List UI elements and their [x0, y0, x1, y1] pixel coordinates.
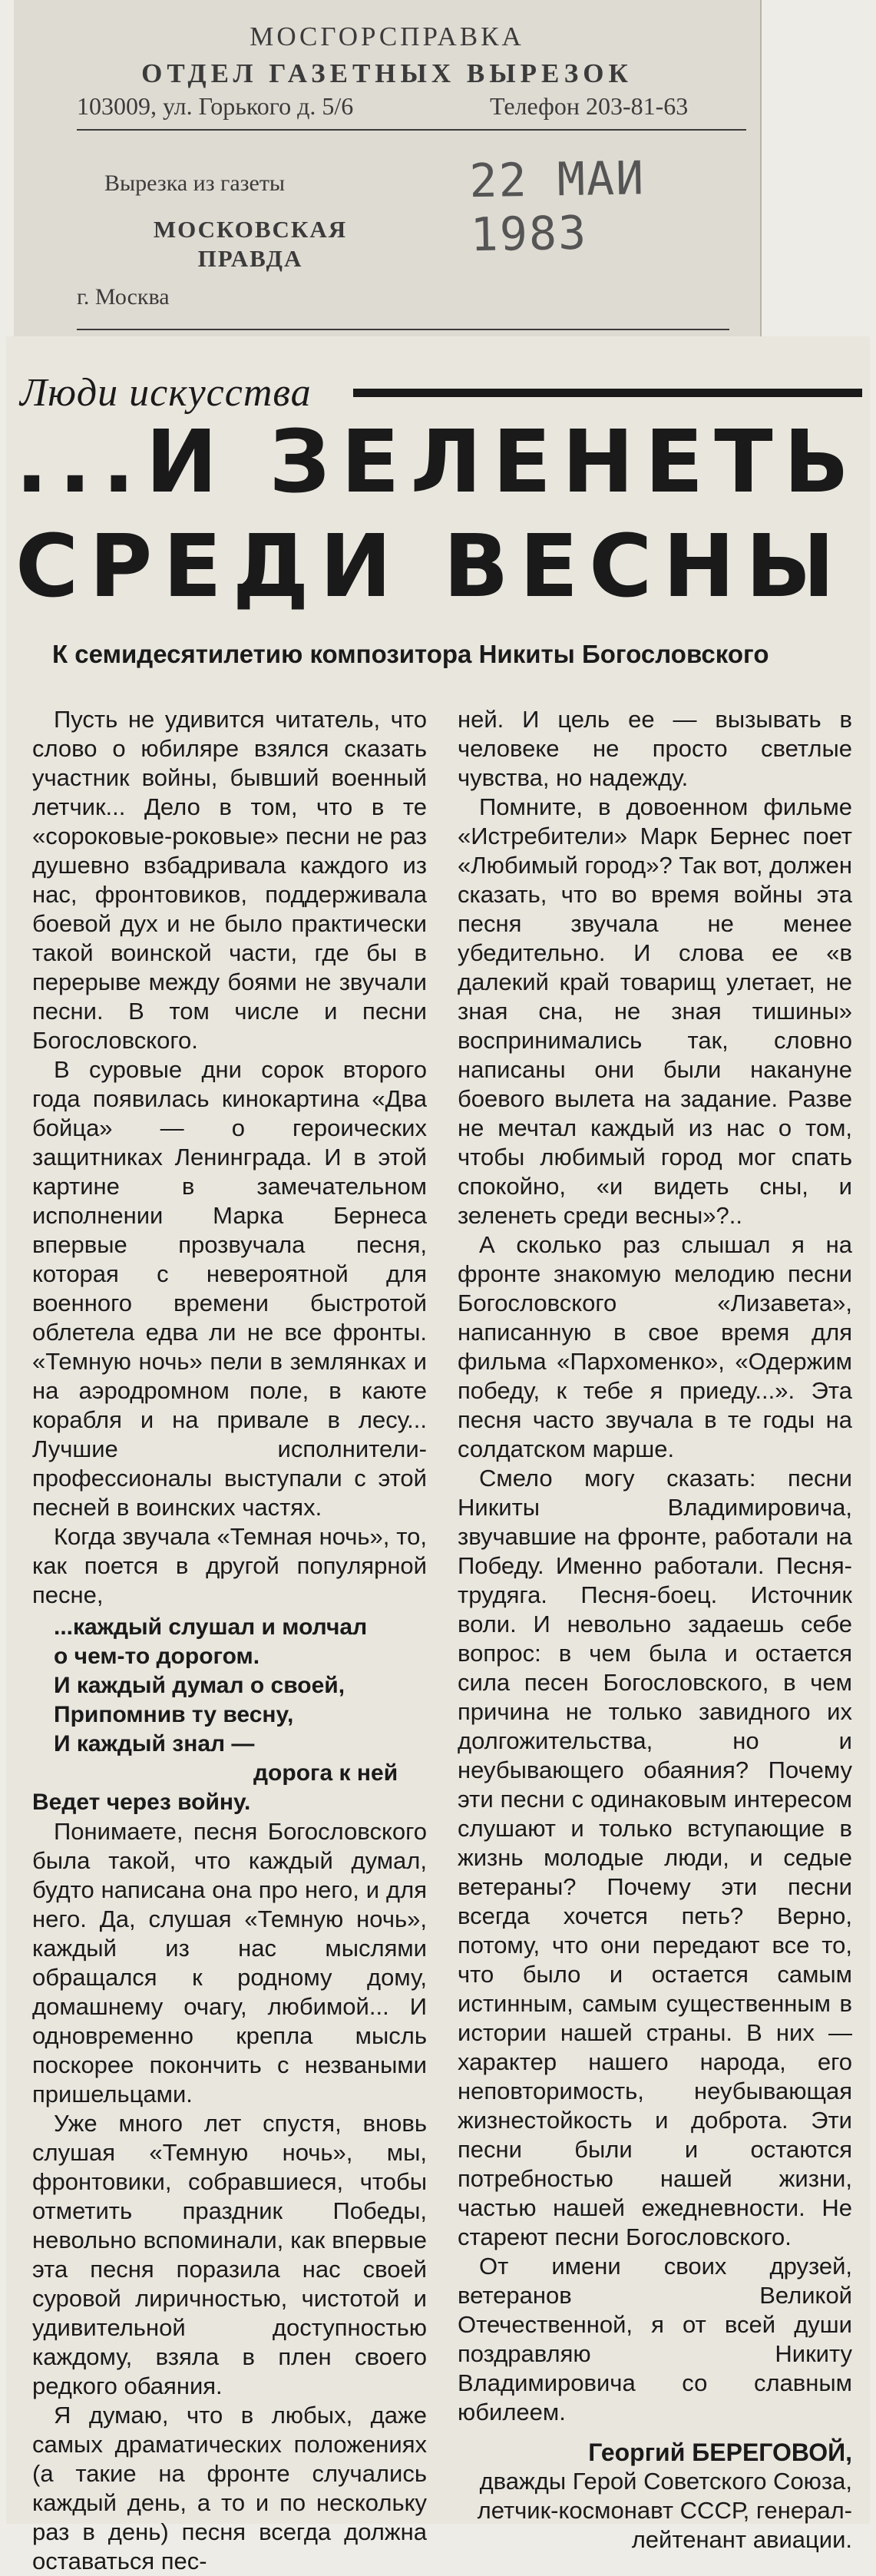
- subheadline: К семидесятилетию композитора Никиты Богословского: [52, 640, 769, 668]
- article-column-1: [32, 705, 427, 2576]
- paragraph: Когда звучала «Темная ночь», то, как поется в другой популярной песне,: [32, 1523, 427, 1608]
- paragraph: Пусть не удивится читатель, что слово о юбиляре взялся сказать участник войны, бывший военный летчик... Дело в том, что в те «сороковые-роковые» песни не раз душевно взбадривала каждого из нас, фронтовиков, поддерживала боевой дух и не было практически такой воинской части, где бы в перерыве между боями не звучали песни. В том числе и песни Богословского.: [32, 706, 427, 1054]
- article-column-2: [458, 705, 852, 2554]
- author-title: дважды Герой Советского Союза, летчик-космонавт СССР, генерал-лейтенант авиации.: [477, 2468, 852, 2553]
- stamp-cut-label: Вырезка из газеты: [104, 171, 286, 196]
- stamp-organization: МОСГОРСПРАВКА: [250, 22, 524, 51]
- paragraph: В суровые дни сорок второго года появилась кинокартина «Два бойца» — о героических защитниках Ленинграда. И в этой картине в замечательном исполнении Марка Бернеса впервые прозвучала песня, которая с невероятной для военного времени быстротой облетела едва ли не все фронты. «Темную ночь» пели в землянках и на аэродромном поле, в каюте корабля и на привале в лесу... Лучшие исполнители-профессионалы выступали с этой песней в воинских частях.: [32, 1056, 427, 1521]
- paragraph: Смело могу сказать: песни Никиты Владимировича, звучавшие на фронте, работали на Победу. Именно работали. Песня-трудяга. Песня-боец. Источник воли. И невольно задаешь себе вопрос: в чем была и остается сила песен Богословского, в чем причина не только завидного их долгожительства, но и неубывающего обаяния? Почему эти песни с одинаковым интересом слушают и только вступающие в жизнь молодые люди, и седые ветераны? Почему эти песни всегда хочется петь? Верно, потому, что они передают все то, что было и остается самым истинным, самым существенным в истории нашей страны. В них — характер нашего народа, его неповторимость, неубывающая жизнестойкость и доброта. Эти песни были и остаются потребностью нашей жизни, частью нашей ежедневности. Не стареют песни Богословского.: [458, 1465, 852, 2250]
- headline: [15, 410, 860, 619]
- poem-line: И каждый знал —: [54, 1731, 255, 1757]
- paragraph: Я думаю, что в любых, даже самых драматических положениях (а такие на фронте случались каждый день, а то и по нескольку раз в день) песня всегда должна оставаться пес-: [32, 2402, 427, 2574]
- headline-line-1: ...И ЗЕЛЕНЕТЬ: [15, 412, 860, 512]
- rubric-label: Люди искусства: [20, 371, 312, 415]
- poem-line: о чем-то дорогом.: [54, 1644, 260, 1669]
- stamp-address: 103009, ул. Горького д. 5/6: [77, 92, 354, 120]
- poem-line: И каждый думал о своей,: [54, 1673, 345, 1698]
- paragraph: Понимаете, песня Богословского была такой, что каждый думал, будто написана она про него, и для него. Да, слушая «Темную ночь», каждый из нас мыслями обращался к родному дому, домашнему очагу, любимой... И одновременно крепла мысль поскорее покончить с незваными пришельцами.: [32, 1818, 427, 2107]
- song-quote: [32, 1613, 427, 1817]
- stamp-phone: Телефон 203-81-63: [490, 92, 689, 120]
- poem-line: ...каждый слушал и молчал: [54, 1614, 368, 1640]
- stamp-divider: [77, 129, 746, 131]
- paragraph: А сколько раз слышал я на фронте знакомую мелодию песни Богословского «Лизавета», написанную в свое время для фильма «Пархоменко», «Одержим победу, к тебе я приеду...». Эта песня часто звучала в те годы на солдатском марше.: [458, 1231, 852, 1462]
- stamp-city: г. Москва: [77, 284, 170, 310]
- poem-line: дорога к ней: [253, 1760, 398, 1786]
- headline-line-2: СРЕДИ ВЕСНЫ: [15, 517, 846, 617]
- paragraph: ней. И цель ее — вызывать в человеке не просто светлые чувства, но надежду.: [458, 706, 852, 791]
- author-signature: Георгий БЕРЕГОВОЙ,: [588, 2439, 852, 2466]
- date-stamp: 22 МАИ 1983: [468, 151, 646, 263]
- stamp-department: ОТДЕЛ ГАЗЕТНЫХ ВЫРЕЗОК: [141, 58, 633, 88]
- stamp-bottom-divider: [77, 329, 729, 330]
- rubric-rule: [353, 389, 862, 397]
- poem-line: Припомнив ту весну,: [54, 1702, 294, 1727]
- archive-stamp: [14, 0, 762, 338]
- newspaper-clipping: [6, 336, 870, 2574]
- stamp-newspaper-name: МОСКОВСКАЯ ПРАВДА: [153, 216, 348, 272]
- paragraph: Уже много лет спустя, вновь слушая «Темную ночь», мы, фронтовики, собравшиеся, чтобы отметить праздник Победы, невольно вспоминали, как впервые эта песня поразила нас своей суровой лиричностью, чистотой и удивительной доступностью каждому, взяла в плен своего редкого обаяния.: [32, 2110, 427, 2399]
- paragraph: Помните, в довоенном фильме «Истребители» Марк Бернес поет «Любимый город»? Так вот, должен сказать, что во время войны эта песня звучала не менее убедительно. И слова ее «в далекий край товарищ улетает, не зная сна, не зная тишины» воспринимались так, словно написаны они были накануне боевого вылета на задание. Разве не мечтал каждый из нас о том, чтобы любимый город мог спать спокойно, «и видеть сны, и зеленеть среди весны»?..: [458, 793, 852, 1229]
- poem-line: Ведет через войну.: [32, 1790, 251, 1815]
- paragraph: От имени своих друзей, ветеранов Великой Отечественной, я от всей души поздравляю Никиту Владимировича со славным юбилеем.: [458, 2253, 852, 2425]
